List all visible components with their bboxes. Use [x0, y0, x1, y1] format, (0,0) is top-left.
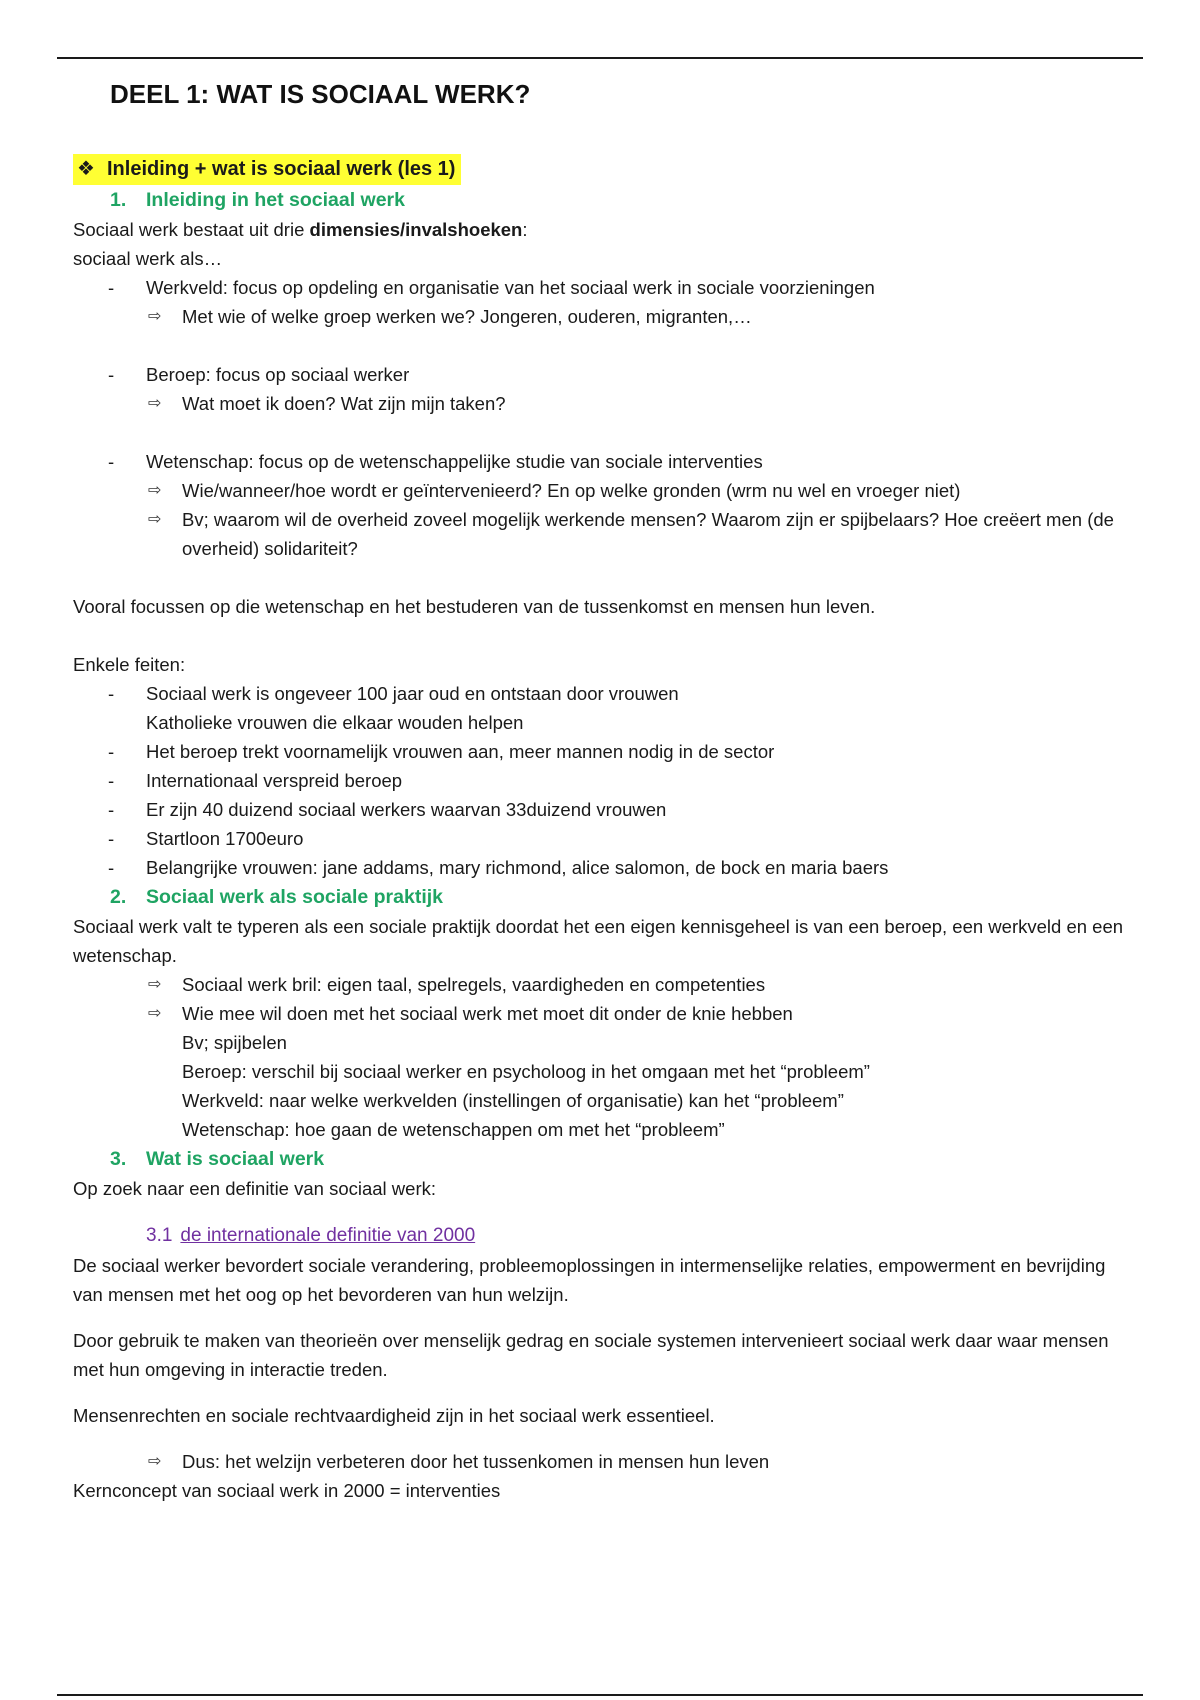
indented-line: Werkveld: naar welke werkvelden (instellingen of organisatie) kan het “probleem” [182, 1090, 844, 1111]
top-rule [57, 57, 1143, 59]
arrow-right-icon: ⇨ [148, 511, 162, 528]
arrow-item: ⇨ Wie/wanneer/hoe wordt er geïntervenieerd? En op welke gronden (wrm nu wel en vroeger niet) [73, 476, 1133, 505]
bullet-list [73, 273, 1133, 302]
arrow-item: ⇨ Wat moet ik doen? Wat zijn mijn taken? [73, 389, 1133, 418]
arrow-right-icon: ⇨ [148, 1453, 162, 1470]
subsection-link[interactable]: de internationale definitie van 2000 [180, 1225, 476, 1246]
topic-label: Inleiding + wat is sociaal werk (les 1) [107, 158, 456, 180]
section-title: Inleiding in het sociaal werk [146, 189, 405, 211]
facts-label: Enkele feiten: [73, 654, 186, 675]
topic-highlight [73, 154, 461, 185]
arrow-right-icon: ⇨ [148, 308, 162, 325]
section-title: Wat is sociaal werk [146, 1148, 325, 1170]
paragraph: De sociaal werker bevordert sociale verandering, probleemoplossingen in intermenselijke relaties, empowerment en bevrijding van mensen met het oog op het bevorderen van hun welzijn. [73, 1255, 1106, 1305]
arrow-right-icon: ⇨ [148, 976, 162, 993]
arrow-item: ⇨ Bv; waarom wil de overheid zoveel mogelijk werkende mensen? Waarom zijn er spijbelaars? Hoe creëert men (de overheid) solidariteit? [73, 505, 1133, 563]
arrow-item: ⇨ Dus: het welzijn verbeteren door het tussenkomen in mensen hun leven [73, 1447, 1133, 1476]
list-item: - Het beroep trekt voornamelijk vrouwen aan, meer mannen nodig in de sector [73, 737, 1133, 766]
paragraph: Sociaal werk bestaat uit drie dimensies/invalshoeken: [73, 219, 528, 240]
section-number: 2. [110, 886, 127, 908]
section-number: 1. [110, 189, 127, 211]
arrow-right-icon: ⇨ [148, 1005, 162, 1022]
list-item: - Startloon 1700euro [73, 824, 1133, 853]
paragraph: Door gebruik te maken van theorieën over menselijk gedrag en sociale systemen intervenieert sociaal werk daar waar mensen met hun omgeving in interactie treden. [73, 1330, 1109, 1380]
diamond-bullet-icon: ❖ [77, 158, 95, 180]
paragraph: sociaal werk als… [73, 248, 223, 269]
subsection-heading [73, 1221, 1133, 1251]
bullet-list [73, 447, 1133, 476]
list-item: - Internationaal verspreid beroep [73, 766, 1133, 795]
paragraph: Kernconcept van sociaal werk in 2000 = interventies [73, 1480, 501, 1501]
section-title: Sociaal werk als sociale praktijk [146, 886, 444, 908]
section-heading-1 [73, 185, 1133, 215]
arrow-item: ⇨ Sociaal werk bril: eigen taal, spelregels, vaardigheden en competenties [73, 970, 1133, 999]
list-item: - Beroep: focus op sociaal werker [73, 360, 1133, 389]
page-title: DEEL 1: WAT IS SOCIAAL WERK? [110, 79, 531, 109]
document-page [73, 70, 1133, 1505]
section-heading-2 [73, 882, 1133, 912]
arrow-item: ⇨ Met wie of welke groep werken we? Jongeren, ouderen, migranten,… [73, 302, 1133, 331]
bottom-rule [57, 1694, 1143, 1696]
paragraph: Op zoek naar een definitie van sociaal werk: [73, 1178, 437, 1199]
bold-term: dimensies/invalshoeken [309, 219, 523, 240]
indented-line: Bv; spijbelen [182, 1032, 287, 1053]
indented-line: Beroep: verschil bij sociaal werker en psycholoog in het omgaan met het “probleem” [182, 1061, 870, 1082]
paragraph: Sociaal werk valt te typeren als een sociale praktijk doordat het een eigen kennisgeheel is van een beroep, een werkveld en een wetenschap. [73, 916, 1124, 966]
list-item: - Er zijn 40 duizend sociaal werkers waarvan 33duizend vrouwen [73, 795, 1133, 824]
list-item: - Belangrijke vrouwen: jane addams, mary richmond, alice salomon, de bock en maria baers [73, 853, 1133, 882]
paragraph: Vooral focussen op die wetenschap en het bestuderen van de tussenkomst en mensen hun leven. [73, 596, 876, 617]
section-heading-3 [73, 1144, 1133, 1174]
arrow-item: ⇨ Wie mee wil doen met het sociaal werk met moet dit onder de knie hebben [73, 999, 1133, 1028]
list-item: - Werkveld: focus op opdeling en organisatie van het sociaal werk in sociale voorzieningen [73, 273, 1133, 302]
facts-list [73, 679, 1133, 882]
subsection-number: 3.1 [146, 1225, 173, 1246]
arrow-right-icon: ⇨ [148, 482, 162, 499]
paragraph: Mensenrechten en sociale rechtvaardigheid zijn in het sociaal werk essentieel. [73, 1405, 715, 1426]
list-item: - Wetenschap: focus op de wetenschappelijke studie van sociale interventies [73, 447, 1133, 476]
list-item: - Sociaal werk is ongeveer 100 jaar oud en ontstaan door vrouwen Katholieke vrouwen die elkaar wouden helpen [73, 679, 1133, 737]
bullet-list [73, 360, 1133, 389]
section-number: 3. [110, 1148, 127, 1170]
topic-heading [73, 154, 1133, 185]
arrow-right-icon: ⇨ [148, 395, 162, 412]
indented-line: Wetenschap: hoe gaan de wetenschappen om met het “probleem” [182, 1119, 725, 1140]
